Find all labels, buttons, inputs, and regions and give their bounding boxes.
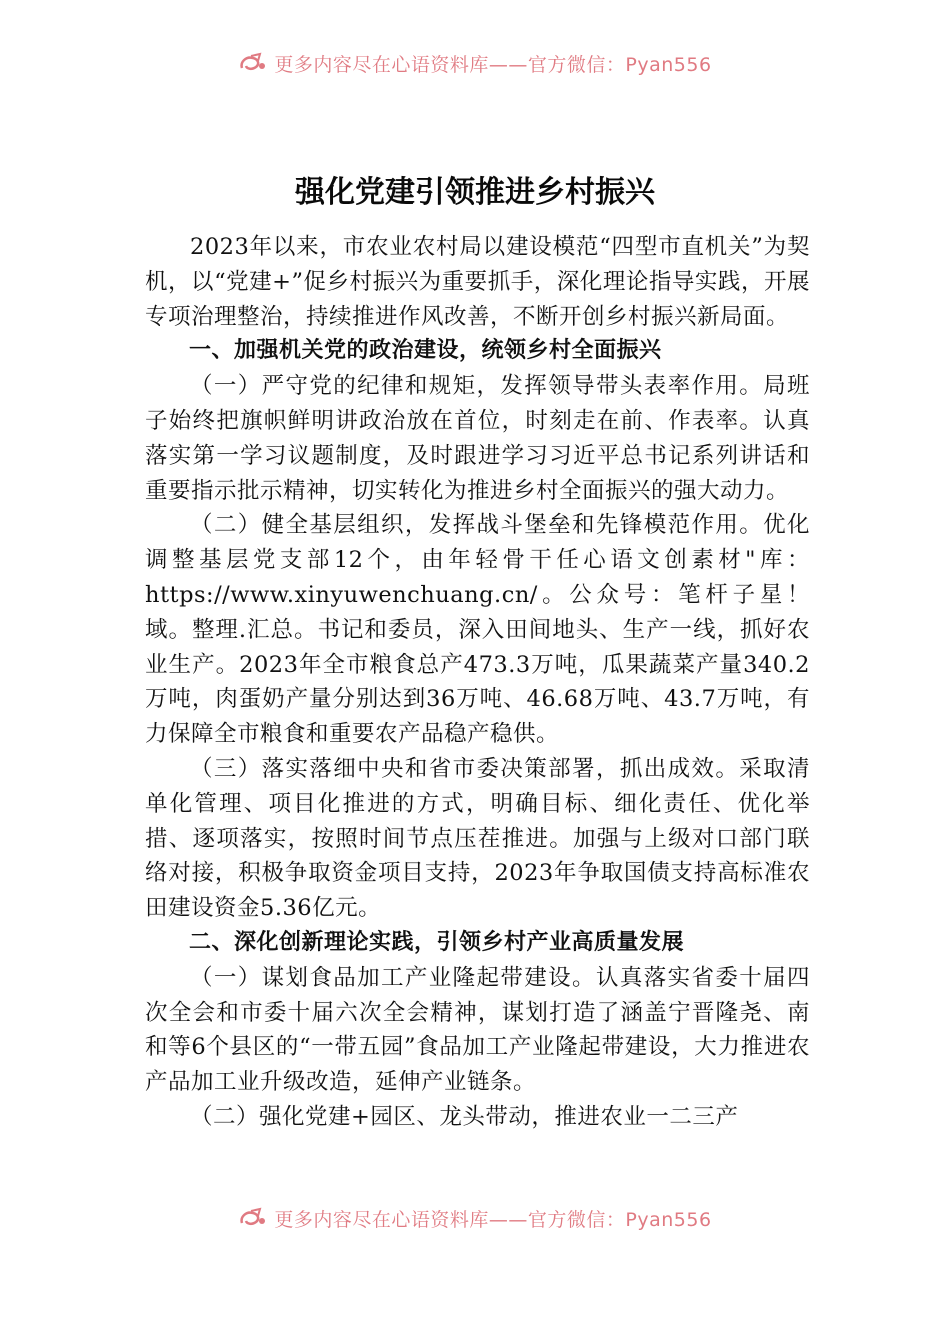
paragraph-body: 认真落实省委十届四次全会和市委十届六次全会精神，谋划打造了涵盖宁晋隆尧、南和等6个县区的“一带五园”食品加工产业隆起带建设，大力推进农产品加工业升级改造，延伸产业链条。 — [145, 964, 810, 1096]
watermark-logo-icon — [238, 52, 268, 74]
paragraph-lead: （一）谋划食品加工产业隆起带建设。 — [190, 964, 596, 991]
intro-paragraph: 2023年以来，市农业农村局以建设模范“四型市直机关”为契机，以“党建+”促乡村振兴为重要抓手，深化理论指导实践，开展专项治理整治，持续推进作风改善，不断开创乡村振兴新局面。 — [145, 234, 810, 330]
watermark-logo-icon — [238, 1207, 268, 1229]
section-1-paragraph-1 — [145, 369, 810, 508]
page-title: 强化党建引领推进乡村振兴 — [295, 175, 655, 210]
footer-watermark — [0, 1204, 950, 1244]
section-2-heading: 二、深化创新理论实践，引领乡村产业高质量发展 — [189, 929, 685, 955]
paragraph-lead: （三）落实落细中央和省市委决策部署，抓出成效。 — [190, 755, 740, 782]
section-2-paragraph-1 — [145, 961, 810, 1100]
watermark-text: 更多内容尽在心语资料库——官方微信：Pyan556 — [274, 1208, 712, 1231]
section-1-paragraph-3 — [145, 752, 810, 926]
paragraph-lead: （二）强化党建+园区、龙头带动，推进农业一二三产 — [190, 1103, 739, 1130]
watermark-text: 更多内容尽在心语资料库——官方微信：Pyan556 — [274, 53, 712, 76]
header-watermark — [0, 52, 950, 92]
section-2-paragraph-2 — [145, 1100, 810, 1135]
paragraph-body: 局班子始终把旗帜鲜明讲政治放在首位，时刻走在前、作表率。认真落实第一学习议题制度，及时跟进学习习近平总书记系列讲话和重要指示批示精神，切实转化为推进乡村全面振兴的强大动力。 — [145, 373, 810, 504]
article-body — [145, 230, 810, 1135]
section-1-paragraph-2 — [145, 508, 810, 752]
paragraph-lead: （一）严守党的纪律和规矩，发挥领导带头表率作用。 — [190, 373, 764, 400]
section-1-heading: 一、加强机关党的政治建设，统领乡村全面振兴 — [189, 338, 662, 364]
paragraph-body: 优化调整基层党支部12个，由年轻骨干任心语文创素材"库：https://www.xinyuwenchuang.cn/。公众号：笔杆子星！域。整理.汇总。书记和委员，深入田间地头、生产一线，抓好农业生产。2023年全市粮食总产473.3万吨，瓜果蔬菜产量340.2万吨，肉蛋奶产量分别达到36万吨、46.68万吨、43.7万吨，有力保障全市粮食和重要农产品稳产稳供。 — [145, 512, 810, 748]
paragraph-lead: （二）健全基层组织，发挥战斗堡垒和先锋模范作用。 — [190, 512, 764, 539]
paragraph-body: 采取清单化管理、项目化推进的方式，明确目标、细化责任、优化举措、逐项落实，按照时间节点压茬推进。加强与上级对口部门联络对接，积极争取资金项目支持，2023年争取国债支持高标准农田建设资金5.36亿元。 — [145, 755, 810, 922]
